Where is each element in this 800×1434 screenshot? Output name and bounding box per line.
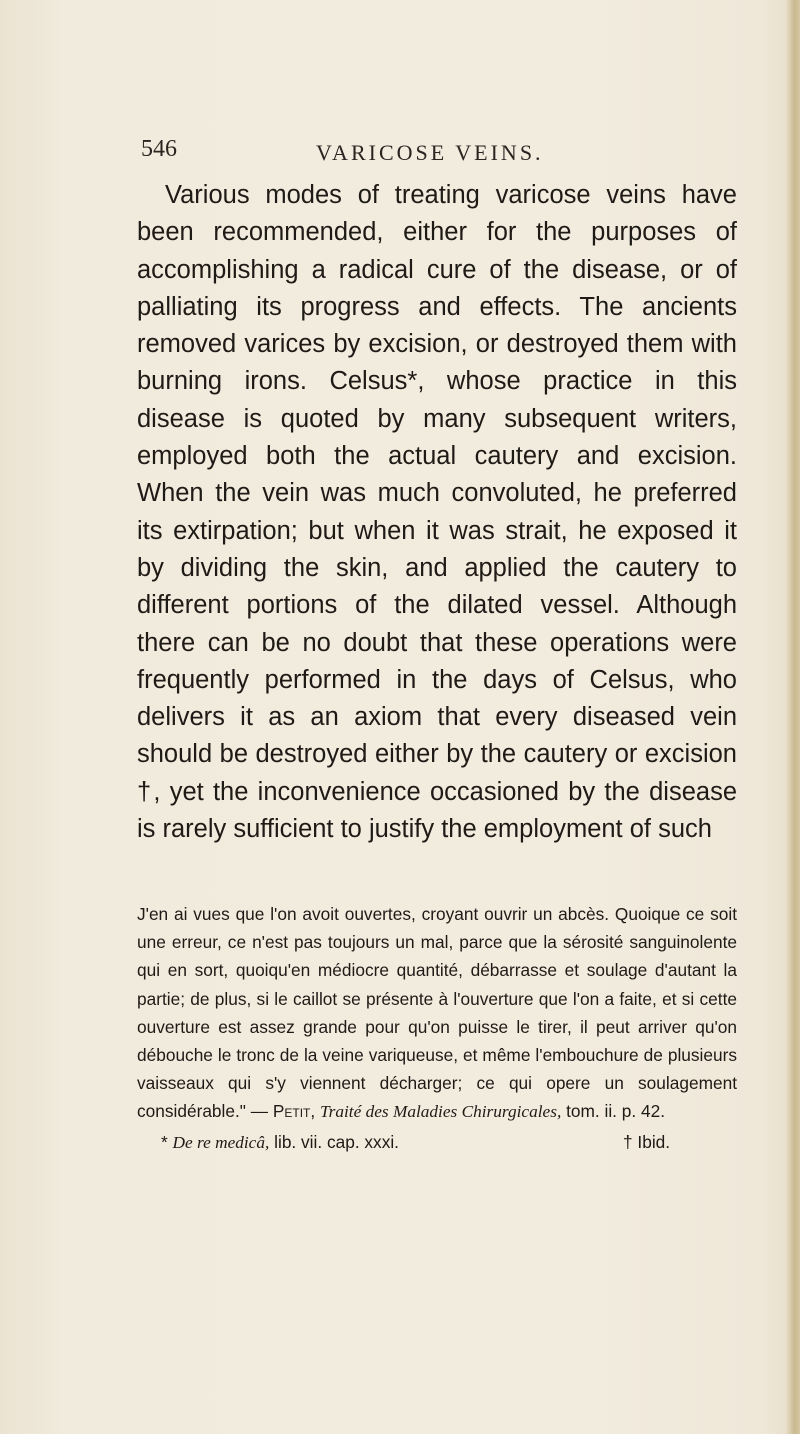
note-star-work: De re medicâ, bbox=[172, 1133, 270, 1152]
running-title: VARICOSE VEINS. bbox=[316, 140, 544, 165]
main-text bbox=[137, 177, 737, 848]
page-number: 546 bbox=[141, 136, 177, 162]
footnote-quote bbox=[137, 900, 737, 1127]
page-header bbox=[141, 136, 741, 170]
page-edge bbox=[786, 0, 800, 1434]
note-dagger: † Ibid. bbox=[623, 1132, 671, 1152]
note-star-ref: lib. vii. cap. xxxi. bbox=[274, 1132, 399, 1152]
footnote-author: Petit, bbox=[272, 1101, 316, 1122]
footnote-work: Traité des Maladies Chirurgicales, bbox=[319, 1102, 562, 1122]
note-star-mark: * bbox=[161, 1132, 168, 1152]
body-paragraph: Various modes of treating varicose veins have been recommended, either for the purposes of accomplishing a radical cure of the disease, or of palliating its progress and effects. The ancients removed varices by excision, or destroyed them with burning irons. Celsus*, whose practice in this disease is quoted by many subsequent writers, employed both the actual cautery and excision. When the vein was much convoluted, he preferred its extirpation; but when it was strait, he exposed it by dividing the skin, and applied the cautery to different portions of the dilated vessel. Although there can be no doubt that these operations were frequently performed in the days of Celsus, who delivers it as an axiom that every diseased vein should be destroyed either by the cautery or excision †, yet the inconvenience occasioned by the disease is rarely sufficient to justify the employment of such bbox=[137, 181, 737, 844]
footnote-text: J'en ai vues que l'on avoit ouvertes, croyant ouvrir un abcès. Quoique ce soit une erreur, ce n'est pas toujours un mal, parce que la sérosité sanguinolente qui en sort, quoiqu'en médiocre quantité, débarrasse et soulage d'autant la partie; de plus, si le caillot se présente à l'ouverture que l'on a faite, et si cette ouverture est assez grande pour qu'on puisse le tirer, il peut arriver qu'on débouche le tronc de la veine variqueuse, et même l'embouchure de plusieurs vaisseaux qui s'y viennent décharger; ce qui opere un soulagement considérable." — bbox=[137, 904, 737, 1122]
footnote-paragraph bbox=[137, 900, 737, 1127]
note-star bbox=[161, 1128, 399, 1157]
footnote-citation: tom. ii. p. 42. bbox=[566, 1101, 666, 1122]
